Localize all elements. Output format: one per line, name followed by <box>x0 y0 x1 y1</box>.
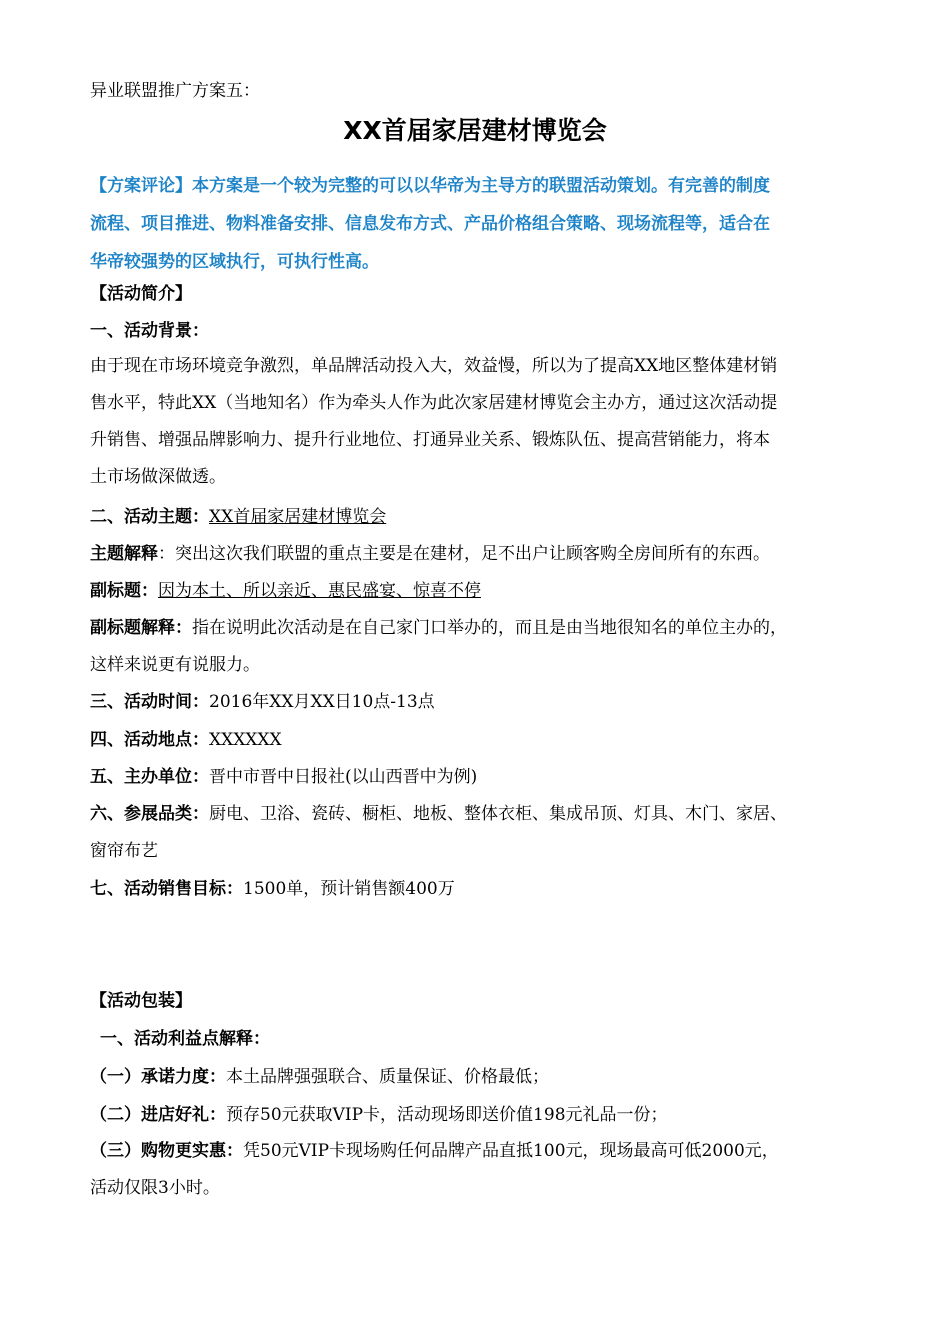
place-row <box>90 729 282 751</box>
review-line: 华帝较强势的区域执行，可执行性高。 <box>90 252 379 272</box>
benefit-item <box>90 1066 549 1088</box>
place-label: 四、活动地点： <box>90 730 209 750</box>
review-line: 【方案评论】本方案是一个较为完整的可以以华帝为主导方的联盟活动策划。有完善的制度 <box>90 176 770 196</box>
benefit-heading: 一、活动利益点解释： <box>100 1029 270 1049</box>
target-label: 七、活动销售目标： <box>90 879 243 899</box>
review-block <box>90 167 870 281</box>
benefit-item <box>90 1133 870 1170</box>
benefit-item-value: 预存50元获取VIP卡，活动现场即送价值198元礼品一份； <box>226 1105 668 1125</box>
time-value: 2016年XX月XX日10点-13点 <box>209 692 435 712</box>
benefit-item-value: 凭50元VIP卡现场购任何品牌产品直抵100元，现场最高可低2000元， <box>243 1141 779 1161</box>
time-row <box>90 691 435 713</box>
subtitle-row <box>90 580 481 602</box>
category-line <box>90 796 870 833</box>
organizer-label: 五、主办单位： <box>90 767 209 787</box>
benefit-item-paragraph <box>90 1133 870 1207</box>
theme-label: 二、活动主题： <box>90 507 209 527</box>
organizer-value: 晋中市晋中日报社(以山西晋中为例) <box>209 767 478 787</box>
benefit-item-label: （二）进店好礼： <box>90 1105 226 1125</box>
background-line: 由于现在市场环境竞争激烈，单品牌活动投入大，效益慢，所以为了提高XX地区整体建材销 <box>90 356 778 376</box>
subtitle-explain-label: 副标题解释： <box>90 618 192 638</box>
subtitle-value: 因为本土、所以亲近、惠民盛宴、惊喜不停 <box>158 581 481 601</box>
theme-value: XX首届家居建材博览会 <box>209 507 387 527</box>
subtitle-explain-line: 这样来说更有说服力。 <box>90 655 260 675</box>
doc-label: 异业联盟推广方案五： <box>90 81 260 101</box>
background-paragraph <box>90 348 870 496</box>
category-line: 窗帘布艺 <box>90 841 158 861</box>
target-row <box>90 878 455 900</box>
subtitle-explain-line <box>90 610 870 647</box>
place-value: XXXXXX <box>209 730 282 750</box>
category-value: 厨电、卫浴、瓷砖、橱柜、地板、整体衣柜、集成吊顶、灯具、木门、家居、 <box>209 804 787 824</box>
organizer-row <box>90 766 477 788</box>
theme-row <box>90 506 386 528</box>
theme-explain-value: ：突出这次我们联盟的重点主要是在建材，足不出户让顾客购全房间所有的东西。 <box>158 544 770 564</box>
page-title: XX首届家居建材博览会 <box>343 116 607 145</box>
benefit-item-continuation: 活动仅限3小时。 <box>90 1178 220 1198</box>
theme-explain-row <box>90 543 770 565</box>
benefit-item <box>90 1104 668 1126</box>
subtitle-label: 副标题： <box>90 581 158 601</box>
category-paragraph <box>90 796 870 870</box>
background-line: 售水平，特此XX（当地知名）作为牵头人作为此次家居建材博览会主办方，通过这次活动提 <box>90 393 778 413</box>
time-label: 三、活动时间： <box>90 692 209 712</box>
subtitle-explain-text: 指在说明此次活动是在自己家门口举办的，而且是由当地很知名的单位主办的， <box>192 618 787 638</box>
background-line: 升销售、增强品牌影响力、提升行业地位、打通异业关系、锻炼队伍、提高营销能力，将本 <box>90 430 770 450</box>
theme-explain-label: 主题解释 <box>90 544 158 564</box>
intro-heading: 【活动简介】 <box>90 284 192 304</box>
subtitle-explain-paragraph <box>90 610 870 684</box>
background-line: 土市场做深做透。 <box>90 467 226 487</box>
benefit-item-label: （一）承诺力度： <box>90 1067 226 1087</box>
background-heading: 一、活动背景： <box>90 321 209 341</box>
benefit-item-label: （三）购物更实惠： <box>90 1141 243 1161</box>
target-value: 1500单，预计销售额400万 <box>243 879 455 899</box>
category-label: 六、参展品类： <box>90 804 209 824</box>
review-line: 流程、项目推进、物料准备安排、信息发布方式、产品价格组合策略、现场流程等，适合在 <box>90 214 770 234</box>
benefit-item-value: 本土品牌强强联合、质量保证、价格最低； <box>226 1067 549 1087</box>
package-heading: 【活动包装】 <box>90 991 192 1011</box>
